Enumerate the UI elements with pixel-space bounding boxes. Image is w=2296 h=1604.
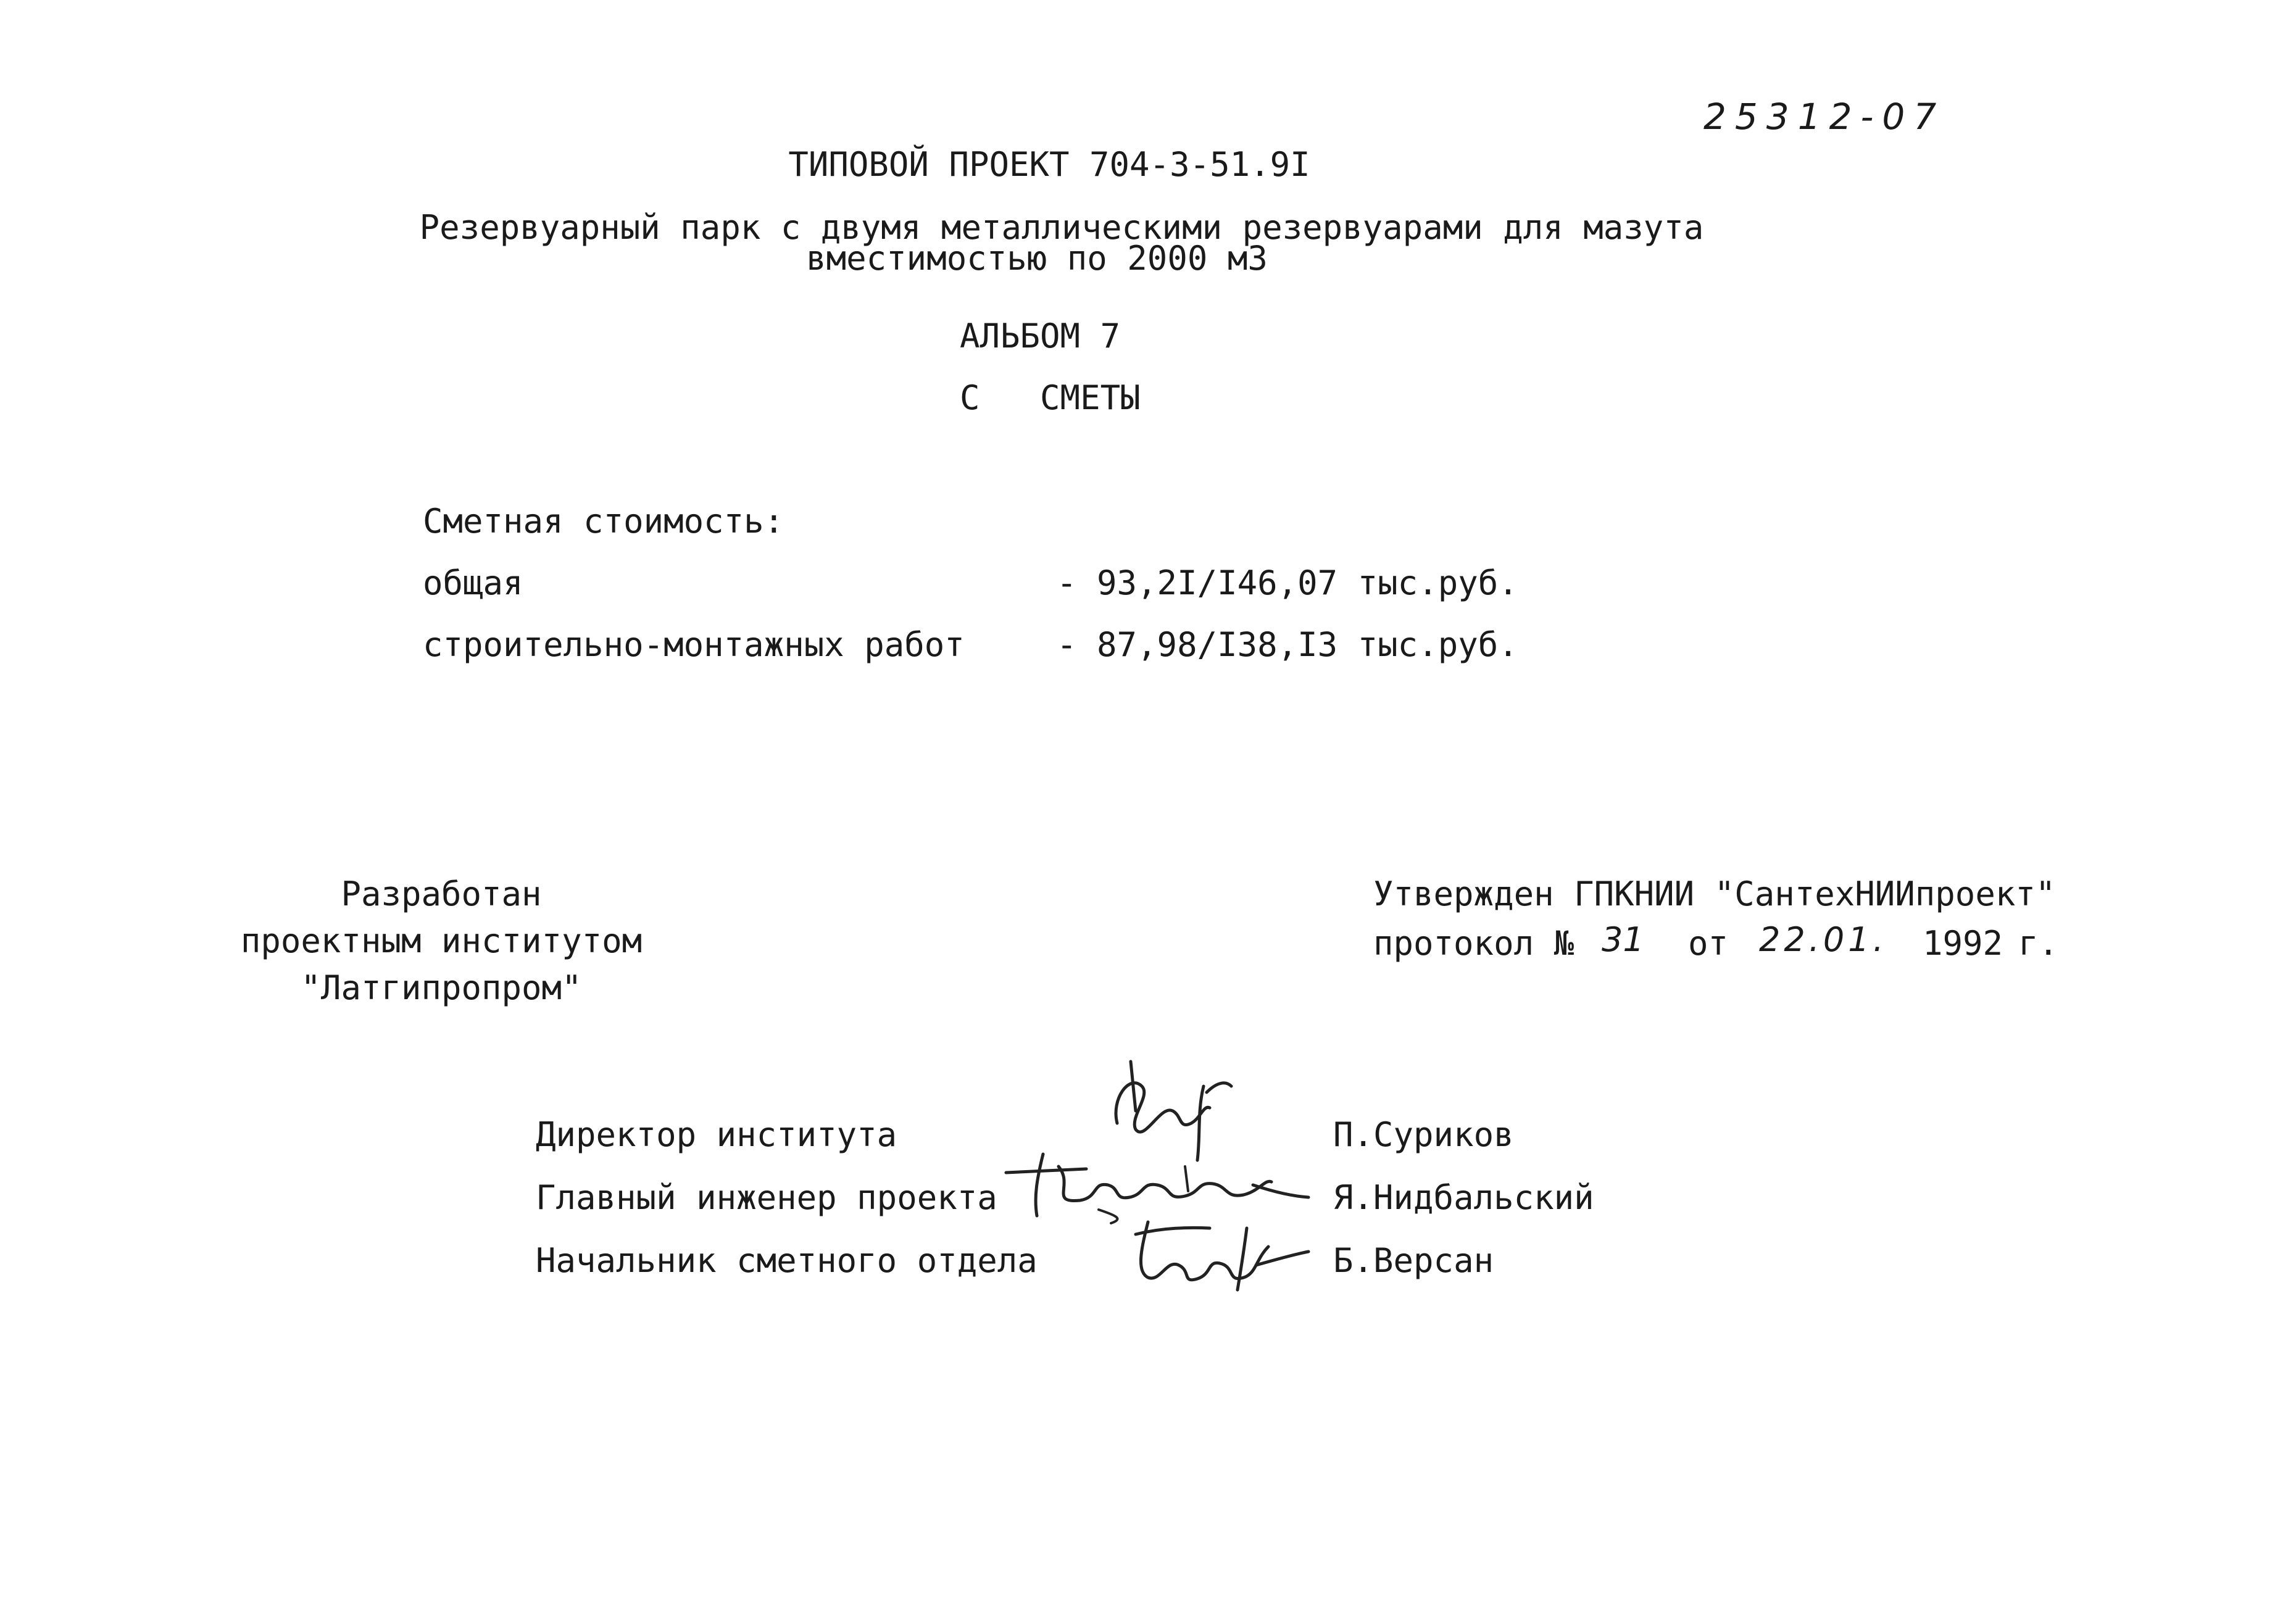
cost-heading: Сметная стоимость: xyxy=(423,502,784,541)
protocol-year-suffix: г. xyxy=(2018,924,2059,963)
project-subtitle-line2: вместимостью по 2000 м3 xyxy=(806,239,1268,278)
protocol-year: 1992 xyxy=(1923,924,2003,963)
cost-row-value: - 93,2I/I46,07 тыс.руб. xyxy=(1057,563,1518,602)
signatory-role: Начальник сметного отдела xyxy=(536,1241,1038,1280)
signatory-name: П.Суриков xyxy=(1333,1115,1514,1154)
cost-row-value: - 87,98/I38,I3 тыс.руб. xyxy=(1057,625,1518,664)
album-label: АЛЬБОМ 7 xyxy=(960,317,1121,355)
archive-number: 25312-07 xyxy=(1703,96,1945,138)
signatory-role: Главный инженер проекта xyxy=(536,1178,997,1217)
signatory-role: Директор института xyxy=(536,1115,897,1154)
developed-line3: "Латгипропром" xyxy=(301,968,582,1007)
cost-row-label: общая xyxy=(423,563,523,602)
protocol-date: 22.01. xyxy=(1759,920,1887,959)
protocol-label: протокол № xyxy=(1373,924,1574,963)
developed-line2: проектным институтом xyxy=(240,921,643,960)
project-subtitle-line1: Резервуарный парк с двумя металлическими резервуарами для мазута xyxy=(419,208,1704,247)
date-label: от xyxy=(1688,924,1729,963)
cost-row-label: строительно-монтажных работ xyxy=(423,625,965,664)
signatory-name: Б.Версан xyxy=(1333,1241,1494,1280)
signatory-name: Я.Нидбальский xyxy=(1333,1178,1594,1217)
developed-line1: Разработан xyxy=(341,875,542,913)
protocol-number: 31 xyxy=(1602,920,1644,959)
signature-estimate-head xyxy=(1123,1210,1321,1296)
approved-line: Утвержден ГПКНИИ "СантехНИИпроект" xyxy=(1373,875,2056,913)
section-label: С СМЕТЫ xyxy=(960,378,1141,417)
project-title: ТИПОВОЙ ПРОЕКТ 704-3-51.9I xyxy=(788,145,1310,184)
